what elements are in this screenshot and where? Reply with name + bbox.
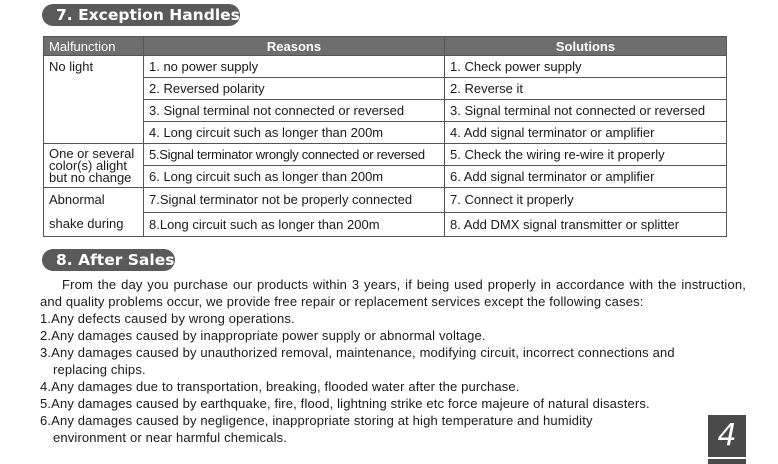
list-item-text: 3.Any damages caused by unauthorized removal, maintenance, modifying circuit, incorrect connections and	[40, 345, 675, 360]
reason-cell: 4. Long circuit such as longer than 200m	[144, 122, 445, 144]
page-number-bar	[708, 459, 746, 464]
table-row	[44, 122, 727, 144]
list-item-text: 6.Any damages caused by negligence, inappropriate storing at high temperature and humidity	[40, 413, 593, 428]
table-header-row	[44, 37, 727, 56]
table-row	[44, 78, 727, 100]
malfunction-no-light: No light	[44, 56, 144, 144]
reason-cell: 5.Signal terminator wrongly connected or reversed	[144, 144, 445, 166]
list-item-continuation: replacing chips.	[53, 362, 146, 377]
header-solutions: Solutions	[445, 37, 727, 56]
malfunction-abnormal-shake: Abnormal shake during	[44, 188, 144, 237]
list-item	[40, 412, 746, 446]
solution-cell: 4. Add signal terminator or amplifier	[445, 122, 727, 144]
list-item-text: 5.Any damages caused by earthquake, fire, flood, lightning strike etc force majeure of natural disasters.	[40, 396, 650, 411]
reason-cell: 2. Reversed polarity	[144, 78, 445, 100]
solution-cell: 5. Check the wiring re-wire it properly	[445, 144, 727, 166]
table-row	[44, 56, 727, 78]
reason-cell: 8.Long circuit such as longer than 200m	[144, 212, 445, 237]
reason-cell: 3. Signal terminal not connected or reversed	[144, 100, 445, 122]
reason-cell: 1. no power supply	[144, 56, 445, 78]
table-row	[44, 100, 727, 122]
reason-cell: 6. Long circuit such as longer than 200m	[144, 166, 445, 188]
malfunction-color-alight: One or several color(s) alight but no change	[44, 144, 144, 188]
solution-cell: 7. Connect it properly	[445, 188, 727, 213]
section-7-title: 7. Exception Handles	[42, 4, 240, 26]
reason-cell: 7.Signal terminator not be properly connected	[144, 188, 445, 213]
solution-cell: 3. Signal terminal not connected or reversed	[445, 100, 727, 122]
after-sales-intro: From the day you purchase our products within 3 years, if being used properly in accordance with the instruction, and quality problems occur, we provide free repair or replacement services except the following cases:	[40, 277, 746, 309]
after-sales-body	[40, 276, 746, 446]
table-row	[44, 212, 727, 237]
page-number: 4	[708, 415, 746, 457]
list-item-continuation: environment or near harmful chemicals.	[53, 430, 288, 445]
table-row	[44, 166, 727, 188]
solution-cell: 2. Reverse it	[445, 78, 727, 100]
list-item	[40, 395, 746, 412]
section-8-title: 8. After Sales	[42, 249, 175, 271]
solution-cell: 8. Add DMX signal transmitter or splitter	[445, 212, 727, 237]
list-item	[40, 378, 746, 395]
list-item-text: 2.Any damages caused by inappropriate power supply or abnormal voltage.	[40, 328, 486, 343]
table-row	[44, 188, 727, 213]
header-reasons: Reasons	[144, 37, 445, 56]
list-item-text: 4.Any damages due to transportation, breaking, flooded water after the purchase.	[40, 379, 520, 394]
list-item-text: 1.Any defects caused by wrong operations.	[40, 311, 295, 326]
list-item	[40, 310, 746, 327]
exception-table	[43, 36, 727, 237]
solution-cell: 1. Check power supply	[445, 56, 727, 78]
list-item	[40, 327, 746, 344]
table-row	[44, 144, 727, 166]
solution-cell: 6. Add signal terminator or amplifier	[445, 166, 727, 188]
list-item	[40, 344, 746, 378]
header-malfunction: Malfunction	[44, 37, 144, 56]
